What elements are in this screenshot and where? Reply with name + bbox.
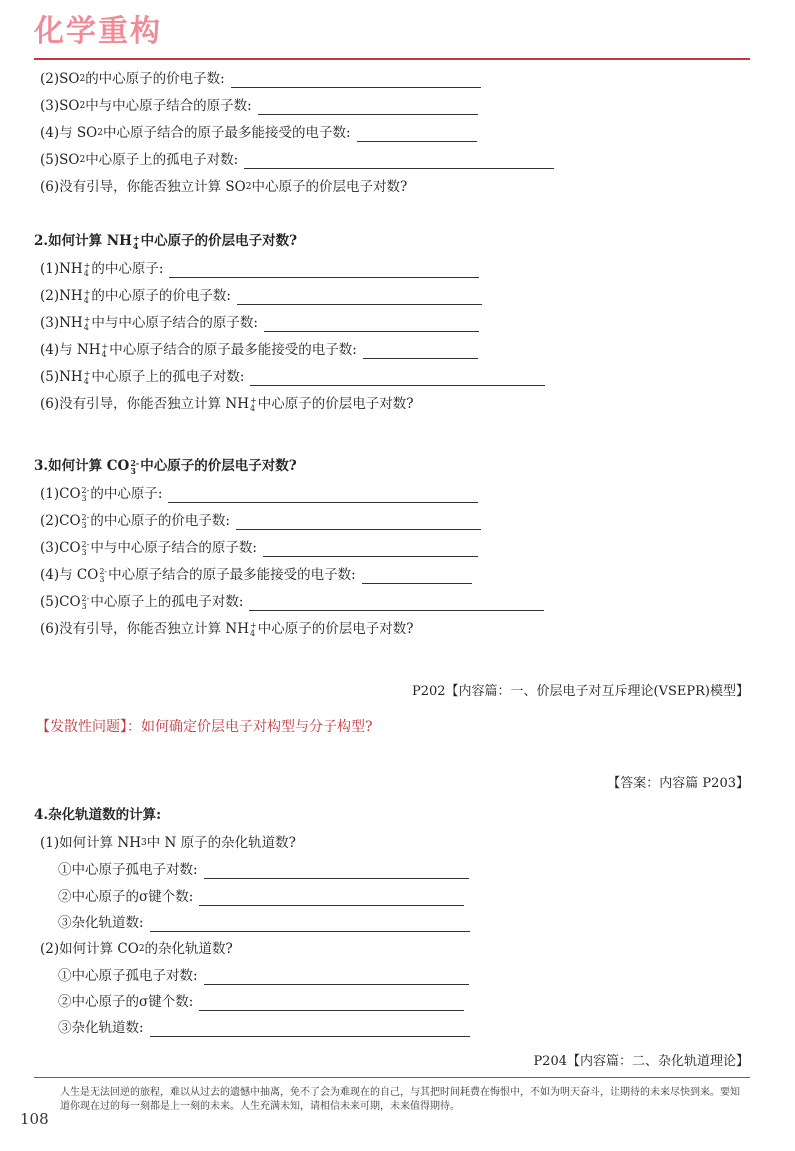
answer-reference: 【答案：内容篇 P203】 bbox=[607, 776, 749, 791]
answer-blank[interactable] bbox=[363, 344, 478, 359]
page-number: 108 bbox=[20, 1110, 49, 1128]
answer-blank[interactable] bbox=[237, 290, 482, 305]
s4-p2a: ①中心原子孤电子对数: bbox=[58, 967, 469, 985]
s2-q6: (6)没有引导，你能否独立计算 NH + 4 中心原子的价层电子对数? bbox=[40, 396, 414, 413]
answer-blank[interactable] bbox=[204, 864, 469, 879]
divergent-question: 【发散性问题】：如何确定价层电子对构型与分子构型? bbox=[36, 719, 373, 735]
s3-q6: (6)没有引导，你能否独立计算 NH + 4 中心原子的价层电子对数? bbox=[40, 621, 414, 638]
answer-blank[interactable] bbox=[231, 73, 481, 88]
s4-p1c: ③杂化轨道数: bbox=[58, 914, 470, 932]
s2-q5: (5)NH + 4 中心原子上的孤电子对数: bbox=[40, 368, 545, 386]
answer-blank[interactable] bbox=[236, 515, 481, 530]
answer-blank[interactable] bbox=[362, 569, 472, 584]
answer-blank[interactable] bbox=[264, 317, 479, 332]
answer-blank[interactable] bbox=[249, 596, 544, 611]
s3-q4: (4)与 CO 2- 3 中心原子结合的原子最多能接受的电子数: bbox=[40, 566, 472, 584]
s1-q2: (2)SO 2 的中心原子的价电子数: bbox=[40, 70, 481, 88]
answer-blank[interactable] bbox=[150, 1022, 470, 1037]
s1-q3: (3)SO 2 中与中心原子结合的原子数: bbox=[40, 97, 478, 115]
footer-quote: 人生是无法回逆的旅程，难以从过去的遗憾中抽离，免不了会为难现在的自己，与其把时间耗费在悔恨中，不如为明天奋斗，让期待的未来尽快到来。要知道你现在过的每一刻都是上一刻的未来。人生充满未知，请相信未来可期，未来值得期待。 bbox=[60, 1087, 740, 1112]
s3-q2: (2)CO 2- 3 的中心原子的价电子数: bbox=[40, 512, 481, 530]
answer-blank[interactable] bbox=[204, 970, 469, 985]
s4-p2c: ③杂化轨道数: bbox=[58, 1019, 470, 1037]
footer-rule bbox=[34, 1077, 750, 1078]
header-rule bbox=[34, 58, 750, 60]
s1-q6: (6)没有引导，你能否独立计算 SO 2 中心原子的价层电子对数? bbox=[40, 179, 408, 195]
answer-blank[interactable] bbox=[244, 154, 554, 169]
answer-blank[interactable] bbox=[169, 263, 479, 278]
s2-q1: (1)NH + 4 的中心原子: bbox=[40, 260, 479, 278]
answer-blank[interactable] bbox=[258, 100, 478, 115]
s4-p1a: ①中心原子孤电子对数: bbox=[58, 861, 469, 879]
answer-blank[interactable] bbox=[199, 996, 464, 1011]
answer-blank[interactable] bbox=[168, 488, 478, 503]
s2-q4: (4)与 NH + 4 中心原子结合的原子最多能接受的电子数: bbox=[40, 341, 478, 359]
s4-p1b: ②中心原子的σ键个数: bbox=[58, 888, 464, 906]
s2-q3: (3)NH + 4 中与中心原子结合的原子数: bbox=[40, 314, 479, 332]
s4-p2b: ②中心原子的σ键个数: bbox=[58, 993, 464, 1011]
book-title: 化学重构 bbox=[34, 14, 162, 49]
answer-blank[interactable] bbox=[263, 542, 478, 557]
answer-blank[interactable] bbox=[357, 127, 477, 142]
s3-q3: (3)CO 2- 3 中与中心原子结合的原子数: bbox=[40, 539, 478, 557]
s3-q5: (5)CO 2- 3 中心原子上的孤电子对数: bbox=[40, 593, 544, 611]
s1-q5: (5)SO 2 中心原子上的孤电子对数: bbox=[40, 151, 554, 169]
s4-p2: (2)如何计算 CO 2 的杂化轨道数? bbox=[40, 941, 233, 957]
answer-blank[interactable] bbox=[150, 917, 470, 932]
s3-heading: 3.如何计算 CO 2- 3 中心原子的价层电子对数? bbox=[34, 458, 297, 476]
content-reference-2: P204【内容篇：二、杂化轨道理论】 bbox=[533, 1054, 749, 1069]
content-reference: P202【内容篇：一、价层电子对互斥理论(VSEPR)模型】 bbox=[411, 684, 749, 699]
s2-heading: 2.如何计算 NH + 4 中心原子的价层电子对数? bbox=[34, 233, 298, 251]
s4-heading: 4.杂化轨道数的计算: bbox=[34, 807, 162, 823]
answer-blank[interactable] bbox=[250, 371, 545, 386]
s2-q2: (2)NH + 4 的中心原子的价电子数: bbox=[40, 287, 482, 305]
s1-q4: (4)与 SO 2 中心原子结合的原子最多能接受的电子数: bbox=[40, 124, 477, 142]
s3-q1: (1)CO 2- 3 的中心原子: bbox=[40, 485, 478, 503]
answer-blank[interactable] bbox=[199, 891, 464, 906]
s4-p1: (1)如何计算 NH 3 中 N 原子的杂化轨道数? bbox=[40, 835, 296, 851]
